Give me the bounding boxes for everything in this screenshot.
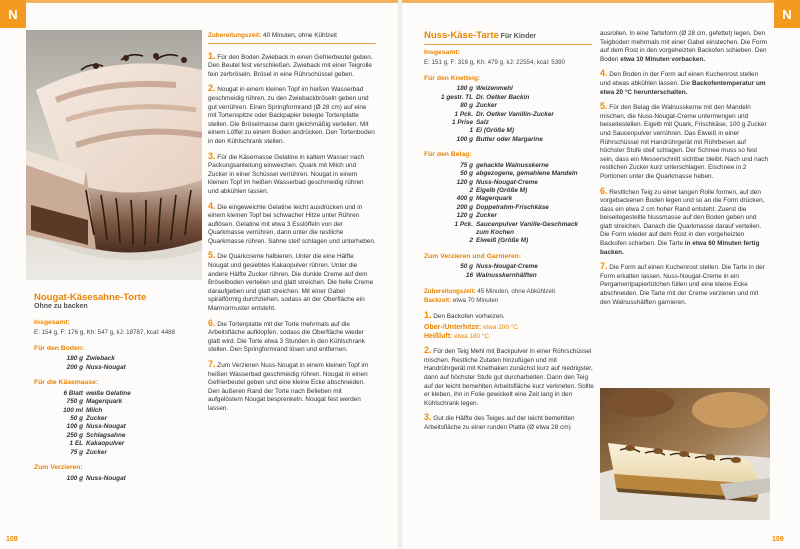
bake-time-right bbox=[424, 297, 594, 306]
ingredient-quantity: 1 EL bbox=[69, 440, 83, 448]
letter-tab-right: N bbox=[774, 0, 800, 28]
ingredient-row bbox=[424, 212, 594, 220]
ingredient-name: weiße Gelatine bbox=[86, 389, 131, 397]
step-text: Den Boden in der Form auf einen Kuchenrost stellen und etwas abkühlen lassen. Die bbox=[600, 71, 759, 87]
top-rule-left bbox=[26, 0, 398, 3]
ingredient-row bbox=[424, 111, 594, 119]
step bbox=[424, 346, 594, 408]
step-number: 6. bbox=[600, 185, 608, 196]
ingredient-quantity: 2 bbox=[469, 187, 473, 195]
ingredient-name: Ei (Größe M) bbox=[476, 127, 514, 135]
ingredient-name: Eiweiß (Größe M) bbox=[476, 237, 529, 245]
ingredient-name: Doppelrahm-Frischkäse bbox=[476, 203, 549, 211]
ingredient-row bbox=[424, 170, 594, 178]
right-recipe-info bbox=[424, 30, 594, 438]
step-number: 3. bbox=[424, 412, 432, 423]
step bbox=[600, 262, 770, 307]
bake-label: Backzeit: bbox=[424, 296, 452, 304]
ingredient-name: abgezogene, gemahlene Mandeln bbox=[476, 170, 578, 178]
ingredient-name: Magerquark bbox=[86, 398, 123, 406]
ingredient-quantity: 50 g bbox=[460, 263, 473, 271]
ingredient-name: Kakaopulver bbox=[86, 440, 125, 448]
oven-label: Heißluft: bbox=[424, 332, 453, 340]
ingredient-row bbox=[424, 204, 594, 212]
ingredient-name: Zucker bbox=[86, 448, 107, 456]
step bbox=[208, 152, 376, 197]
step-text: Die eingeweichte Gelatine leicht ausdrücken und in einem kleinen Topf bei schwacher Hitze unter Rühren auflösen. Gelatine mit etwa 3 Esslöffeln von der Quarkmasse verrühren, dann unter die restliche Quarkmasse rühren. Sahne steif schlagen und unterheben. bbox=[208, 203, 376, 245]
ingredient-row bbox=[34, 415, 204, 423]
recipe-title-right: Nuss-Käse-Tarte bbox=[424, 30, 499, 41]
step bbox=[208, 319, 376, 355]
step bbox=[424, 311, 594, 322]
step bbox=[208, 251, 376, 313]
step-text: Die Form auf einen Kuchenrost stellen. Die Tarte in der Form erkalten lassen. Nuss-Nougat-Creme in ein Pergamentpapiertütchen füllen und eine kleine Ecke abschneiden. Die Tarte mit der Creme verzieren und mit den Walnusshälften garnieren. bbox=[600, 264, 765, 306]
ingredient-quantity: 750 g bbox=[66, 398, 83, 406]
ingredient-quantity: 2 bbox=[469, 237, 473, 245]
step-text: Restlichen Teig zu einer langen Rolle formen, auf den vorgebackenen Boden legen und so an die Form drücken, dass ein etwa 2 cm hoher Rand entsteht. Zuerst die beiseitegestellte Nussmasse auf den Boden geben und glatt streichen. Danach die Quarkmasse darauf verteilen. Die Form wieder auf dem Rost in den vorgeheizten Backofen schieben. Die Tarte bbox=[600, 188, 765, 248]
step-text: Die Tortenplatte mit der Torte mehrmals auf die Arbeitsfläche aufklopfen, sodass die Oberfläche wieder glatt wird. Die Torte etwa 3 Stunden in den Kühlschrank stellen. Den Springformrand lösen und entfernen. bbox=[208, 320, 365, 354]
ingredient-quantity: 200 g bbox=[456, 203, 473, 211]
step-text: Nougat in einem kleinen Topf im heißen Wasserbad geschmeidig rühren, zu den Zwiebackbröseln geben und gut verrühren. Einen Springformrand (Ø 28 cm) auf eine mit Tortenspitze oder Backpapier belegte Tortenplatte stellen. Die Bröselmasse darin gleichmäßig verteilen. Mit einem Löffel zu einem Boden andrücken. Den Tortenboden in den Kühlschrank stellen. bbox=[208, 86, 375, 145]
step-number: 6. bbox=[208, 317, 216, 328]
ingredient-row bbox=[424, 119, 594, 127]
ingredient-heading: Zum Verzieren und Garnieren: bbox=[424, 252, 522, 260]
step-text: Für den Belag die Walnusskerne mit den Mandeln mischen, die Nuss-Nougat-Creme untermengen und beiseitestellen. Eigelb mit Quark, Frischkäse, 100 g Zucker und Saucenpulver verrühren. Das Eiweiß in einer Rührschüssel mit Handrührgerät mit Rührbesen auf höchster Stufe steif schlagen. Der Schnee muss so fest sein, dass ein Messerschnitt sichtbar bleibt. Nach und nach restlichen Zucker kurz unterschlagen. Eischnee in 2 Portionen unter die Quarkmasse heben. bbox=[600, 104, 769, 180]
ingredient-quantity: 120 g bbox=[456, 178, 473, 186]
ingredient-row bbox=[424, 136, 594, 144]
step-number: 4. bbox=[600, 68, 608, 79]
ingredient-heading: Für den Boden: bbox=[34, 344, 85, 352]
ingredient-name: Eigelb (Größe M) bbox=[476, 187, 528, 195]
ingredient-name: Nuss-Nougat-Creme bbox=[476, 263, 538, 271]
ingredient-name: Zucker bbox=[476, 102, 497, 110]
prep-value: 45 Minuten, ohne Abkühlzeit bbox=[477, 288, 556, 296]
step-text: Die Quarkcreme halbieren. Unter die eine Hälfte Nougat und gesiebtes Kakaopulver rühren. Unter die andere Hälfte Zucker rühren. Die dunkle Creme auf dem Bröselboden verteilen und glatt streichen. Die helle Creme daraufgeben und glatt streichen. Mit einer Gabel spiralförmig durchziehen, sodass an der Oberfläche ein Marmormuster entsteht. bbox=[208, 253, 374, 313]
prep-time-left bbox=[208, 32, 376, 41]
ingredient-quantity: 75 g bbox=[70, 448, 83, 456]
prep-time-right bbox=[424, 288, 594, 297]
ingredient-row bbox=[424, 162, 594, 170]
recipe-title-right-row bbox=[424, 30, 594, 42]
ingredient-row bbox=[34, 423, 204, 431]
ingredient-name: Zucker bbox=[86, 415, 107, 422]
ingredient-row bbox=[424, 272, 594, 280]
prep-label: Zubereitungszeit: bbox=[208, 32, 262, 39]
step-text: Zum Verzieren Nuss-Nougat in einem kleinen Topf im heißen Wasserbad geschmeidig rühren. Nougat in einen Gefrierbeutel geben und eine kleine Ecke abschneiden. Den äußeren Rand der Torte nach Belieben mit aufgelöstem Nougat besprenkeln. Nougat fest werden lassen. bbox=[208, 362, 369, 412]
step bbox=[208, 360, 376, 414]
step-number: 7. bbox=[600, 261, 608, 272]
ingredient-name: Butter oder Margarine bbox=[476, 135, 543, 143]
step-number: 2. bbox=[424, 345, 432, 356]
ingredient-quantity: 250 g bbox=[66, 431, 83, 439]
ingredient-quantity: 50 g bbox=[460, 170, 473, 178]
ingredient-name: Schlagsahne bbox=[86, 431, 126, 439]
step bbox=[424, 413, 594, 432]
ingredient-quantity: 1 bbox=[469, 127, 473, 135]
ingredient-quantity: 80 g bbox=[460, 102, 473, 110]
ingredient-row bbox=[424, 127, 594, 135]
recipe-subtitle-left: Ohne zu backen bbox=[34, 303, 88, 310]
ingredient-name: Magerquark bbox=[476, 195, 513, 203]
step-text: ausrollen. In eine Tarteform (Ø 28 cm, gefettet) legen. Den Teigboden mehrmals mit einer Gabel einstechen. Die Form auf dem Rost in den vorgeheizten Backofen schieben. Den Boden bbox=[600, 30, 767, 63]
ingredient-name: Dr. Oetker Backin bbox=[476, 93, 530, 101]
step-number: 4. bbox=[208, 200, 216, 211]
divider bbox=[424, 44, 592, 45]
ingredient-heading: Für den Belag: bbox=[424, 151, 472, 159]
step-emphasis: Backofentemperatur um etwa 20 °C herunterschalten. bbox=[600, 79, 766, 96]
ingredient-heading: Für die Käsemasse: bbox=[34, 379, 99, 387]
ingredient-name: Milch bbox=[86, 406, 103, 414]
ingredient-name: Zucker bbox=[476, 212, 497, 220]
left-steps bbox=[208, 32, 376, 419]
ingredient-row bbox=[34, 475, 204, 483]
ingredient-name: Dr. Oetker Vanillin-Zucker bbox=[476, 110, 554, 118]
step-emphasis: etwa 10 Minuten vorbacken. bbox=[620, 55, 706, 63]
ingredient-quantity: 75 g bbox=[460, 161, 473, 169]
ingredient-quantity: 100 ml bbox=[63, 406, 83, 414]
ingredient-quantity: 1 Prise bbox=[452, 119, 473, 126]
step bbox=[600, 102, 770, 181]
step-number: 5. bbox=[600, 101, 608, 112]
ingredient-row bbox=[34, 432, 204, 440]
step-number: 5. bbox=[208, 250, 216, 261]
oven-label: Ober-/Unterhitze: bbox=[424, 324, 482, 332]
ingredient-name: Nuss-Nougat bbox=[86, 474, 126, 482]
nutrition-label-right: Insgesamt: bbox=[424, 48, 460, 56]
page-number-left: 108 bbox=[6, 536, 18, 543]
ingredient-quantity: 100 g bbox=[456, 135, 473, 143]
step-text: Den Backofen vorheizen. bbox=[433, 313, 505, 321]
ingredient-quantity: 120 g bbox=[456, 212, 473, 220]
ingredient-name: Nuss-Nougat bbox=[86, 363, 126, 371]
ingredient-quantity: 1 Pck. bbox=[454, 110, 473, 118]
step-number: 2. bbox=[208, 83, 216, 94]
ingredient-row bbox=[424, 187, 594, 195]
step-number: 7. bbox=[208, 359, 216, 369]
ingredient-quantity: 6 Blatt bbox=[63, 389, 83, 397]
prep-value: 40 Minuten, ohne Kühlzeit bbox=[263, 32, 337, 39]
book-gutter bbox=[398, 0, 402, 549]
left-recipe-info bbox=[34, 292, 204, 483]
nutrition-value-left: E: 154 g, F: 176 g, Kh: 547 g, kJ: 18787, kcal: 4488 bbox=[34, 329, 176, 337]
ingredient-row bbox=[34, 390, 204, 398]
cake-photo bbox=[26, 30, 202, 280]
prep-label: Zubereitungszeit: bbox=[424, 288, 476, 296]
ingredient-quantity: 100 g bbox=[66, 423, 83, 431]
ingredient-row bbox=[34, 440, 204, 448]
oven-value: etwa 180 °C bbox=[454, 332, 490, 340]
oven-setting bbox=[424, 324, 594, 333]
step-text: Gut die Hälfte des Teiges auf der leicht bemehlten Arbeitsfläche zu einer runden Platte (Ø etwa 28 cm) bbox=[424, 415, 575, 431]
step-text: Für die Käsemasse Gelatine in kaltem Wasser nach Packungsanleitung einweichen. Quark mit Milch und Zucker in einer Schüssel verrühren. Nougat in einem kleinen Topf im heißen Wasserbad geschmeidig rühren und abkühlen lassen. bbox=[208, 153, 365, 195]
step-number: 1. bbox=[208, 50, 216, 61]
tarte-photo bbox=[600, 388, 770, 520]
ingredient-name: Weizenmehl bbox=[476, 85, 513, 93]
step-emphasis: in etwa 60 Minuten fertig backen. bbox=[600, 240, 760, 256]
step-text: Für den Teig Mehl mit Backpulver in einer Rührschüssel mischen. Restliche Zutaten hinzufügen und mit Handrührgerät mit Knethaken zunächst kurz auf niedrigster, dann auf höchster Stufe gut durcharbeiten. Dann den Teig auf der leicht bemehlten Arbeitsfläche kurz verkneten. Sollte er kleben, ihn in Folie gewickelt eine Zeit lang in den Kühlschrank legen. bbox=[424, 348, 594, 407]
step-number: 3. bbox=[208, 150, 216, 161]
ingredient-heading: Zum Verzieren: bbox=[34, 464, 83, 472]
ingredient-name: Walnusskernhälften bbox=[476, 271, 537, 279]
ingredient-quantity: 1 Pck. bbox=[454, 220, 473, 228]
step bbox=[600, 187, 770, 258]
ingredient-row bbox=[424, 85, 594, 93]
ingredient-quantity: 200 g bbox=[66, 363, 83, 371]
ingredient-quantity: 1 gestr. TL bbox=[441, 93, 473, 101]
recipe-title-left: Nougat-Käsesahne-Torte bbox=[34, 292, 147, 303]
oven-value: etwa 200 °C bbox=[482, 324, 518, 332]
recipe-title-suffix: Für Kinder bbox=[500, 33, 536, 40]
step bbox=[600, 69, 770, 97]
ingredient-quantity: 100 g bbox=[66, 474, 83, 482]
ingredient-name: Salz bbox=[476, 119, 489, 126]
step-number: 1. bbox=[424, 310, 432, 321]
ingredient-row bbox=[34, 355, 204, 363]
ingredient-quantity: 16 bbox=[465, 271, 473, 279]
bake-value: etwa 70 Minuten bbox=[452, 296, 499, 304]
step bbox=[208, 202, 376, 247]
ingredient-row bbox=[424, 221, 594, 238]
ingredient-name: Nuss-Nougat-Creme bbox=[476, 178, 538, 186]
step-text: Für den Boden Zwieback in einen Gefrierbeutel geben. Den Beutel fest verschließen. Zwieback mit einer Teigrolle fein zerbröseln. Brösel in eine Rührschüssel geben. bbox=[208, 53, 373, 78]
step bbox=[208, 84, 376, 146]
ingredient-heading: Für den Knetteig: bbox=[424, 74, 481, 82]
ingredient-quantity: 400 g bbox=[456, 195, 473, 203]
step bbox=[600, 30, 770, 64]
right-steps bbox=[600, 30, 770, 312]
nutrition-value-right: E: 151 g, F: 316 g, Kh: 479 g, kJ: 22554, kcal: 5390 bbox=[424, 59, 566, 67]
ingredient-row bbox=[424, 263, 594, 271]
ingredient-row bbox=[34, 407, 204, 415]
top-rule-right bbox=[402, 0, 774, 3]
ingredient-quantity: 50 g bbox=[70, 415, 83, 422]
ingredient-name: gehackte Walnusskerne bbox=[476, 161, 549, 169]
nutrition-label-left: Insgesamt: bbox=[34, 318, 70, 326]
ingredient-row bbox=[34, 449, 204, 457]
ingredient-name: Zwieback bbox=[86, 355, 115, 363]
ingredient-row bbox=[424, 237, 594, 245]
oven-setting bbox=[424, 333, 594, 342]
step bbox=[208, 52, 376, 80]
ingredient-row bbox=[424, 179, 594, 187]
divider bbox=[208, 43, 376, 44]
ingredient-row bbox=[424, 94, 594, 102]
ingredient-quantity: 180 g bbox=[66, 355, 83, 363]
ingredient-row bbox=[34, 398, 204, 406]
ingredient-row bbox=[34, 364, 204, 372]
ingredient-name: Saucenpulver Vanille-Geschmack zum Kochen bbox=[476, 220, 579, 237]
letter-tab-left: N bbox=[0, 0, 26, 28]
ingredient-row bbox=[424, 195, 594, 203]
page-number-right: 109 bbox=[772, 536, 784, 543]
ingredient-quantity: 180 g bbox=[456, 85, 473, 93]
ingredient-name: Nuss-Nougat bbox=[86, 423, 126, 431]
ingredient-row bbox=[424, 102, 594, 110]
